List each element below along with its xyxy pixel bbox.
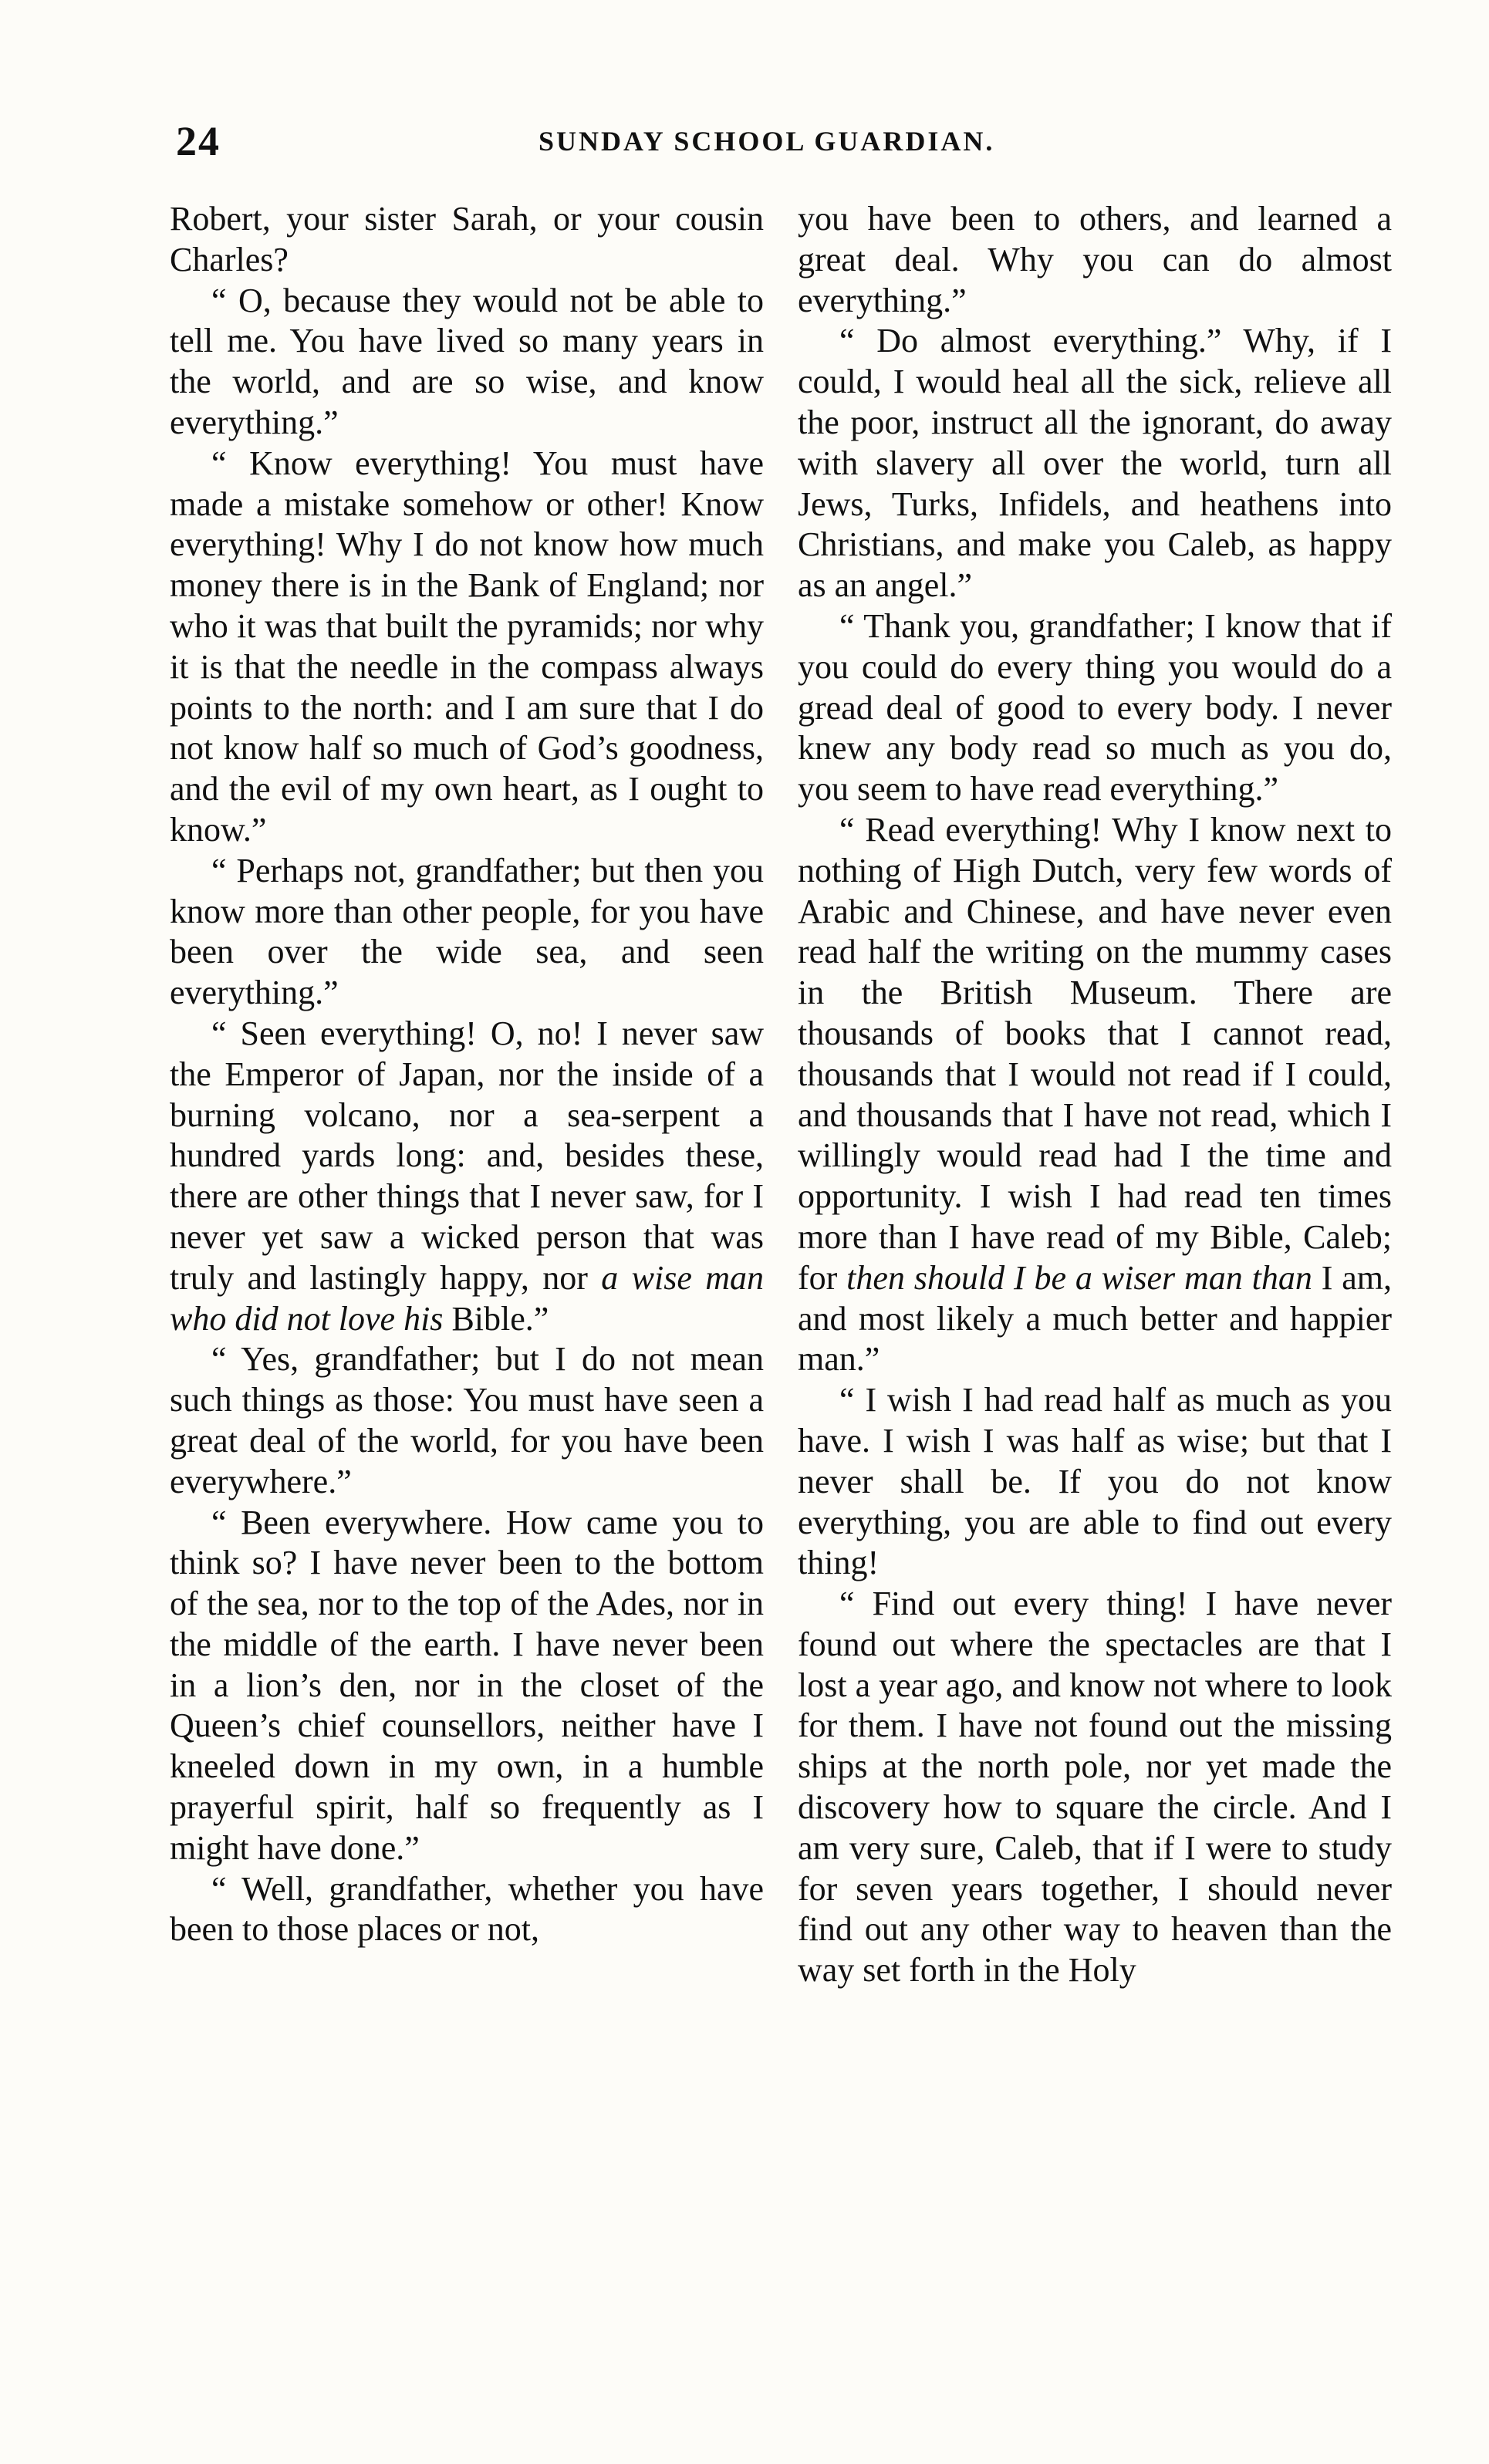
paragraph: “ Know everything! You must have made a mistake somehow or other! Know everything! Why I do not know how much money there is in the Bank of England; nor who it was that built the pyramids; nor why it is that the needle in the compass always points to the north: and I am sure that I do not know half so much of God’s goodness, and the evil of my own heart, as I ought to know.”	[170, 444, 764, 849]
page-header	[176, 117, 1373, 171]
paragraph: Robert, your sister Sarah, or your cousin Charles?	[170, 200, 764, 278]
paragraph: “ Yes, grandfather; but I do not mean such things as those: You must have seen a great deal of the world, for you have been everywhere.”	[170, 1340, 764, 1500]
paragraph-text: Bible.”	[443, 1299, 549, 1338]
paragraph: “ O, because they would not be able to tell me. You have lived so many years in the world, and are so wise, and know everything.”	[170, 281, 764, 441]
paragraph	[170, 1014, 764, 1339]
left-column	[170, 199, 764, 1950]
right-column	[798, 199, 1392, 1991]
paragraph-text: I am, and most likely a much better and happier man.”	[798, 1258, 1392, 1379]
paragraph	[798, 810, 1392, 1380]
italic-phrase: then should I be a wiser man than	[846, 1258, 1312, 1297]
paragraph: “ Been everywhere. How came you to think so? I have never been to the bottom of the sea, nor to the top of the Ades, nor in the middle of the earth. I have never been in a lion’s den, nor in the closet of the Queen’s chief counsellors, neither have I kneeled down in my own, in a humble prayerful spirit, half so frequently as I might have done.”	[170, 1503, 764, 1867]
paragraph-text: “ Read everything! Why I know next to nothing of High Dutch, very few words of Arabic and Chinese, and have never even read half the writing on the mummy cases in the British Museum. There are thousands of books that I cannot read, thousands that I would not read if I could, and thousands that I have not read, which I willingly would read had I the time and opportunity. I wish I had read ten times more than I have read of my Bible, Caleb; for	[798, 810, 1392, 1297]
paragraph: “ Well, grandfather, whether you have been to those places or not,	[170, 1869, 764, 1949]
paragraph: “ Do almost everything.” Why, if I could, I would heal all the sick, relieve all the poor, instruct all the ignorant, do away with slavery all over the world, turn all Jews, Turks, Infidels, and heathens into Christians, and make you Caleb, as happy as an angel.”	[798, 322, 1392, 605]
paragraph-text: “ Seen everything! O, no! I never saw the Emperor of Japan, nor the inside of a burning volcano, nor a sea-serpent a hundred yards long: and, besides these, there are other things that I never saw, for I never yet saw a wicked person that was truly and lastingly happy, nor	[170, 1014, 764, 1297]
paragraph: “ Find out every thing! I have never found out where the spectacles are that I lost a year ago, and know not where to look for them. I have not found out the missing ships at the north pole, nor yet made the discovery how to square the circle. And I am very sure, Caleb, that if I were to study for seven years together, I should never find out any other way to heaven than the way set forth in the Holy	[798, 1585, 1392, 1990]
paragraph: “ I wish I had read half as much as you have. I wish I was half as wise; but that I never shall be. If you do not know everything, you are able to find out every thing!	[798, 1381, 1392, 1582]
paragraph: “ Perhaps not, grandfather; but then you know more than other people, for you have been over the wide sea, and seen everything.”	[170, 851, 764, 1012]
paragraph: you have been to others, and learned a great deal. Why you can do almost everything.”	[798, 200, 1392, 319]
running-title: SUNDAY SCHOOL GUARDIAN.	[539, 126, 995, 157]
paragraph: “ Thank you, grandfather; I know that if you could do every thing you would do a gread deal of good to every body. I never knew any body read so much as you do, you seem to have read everything.”	[798, 606, 1392, 808]
page-number: 24	[176, 118, 221, 164]
italic-phrase: a wise man who did not love his	[170, 1258, 764, 1338]
